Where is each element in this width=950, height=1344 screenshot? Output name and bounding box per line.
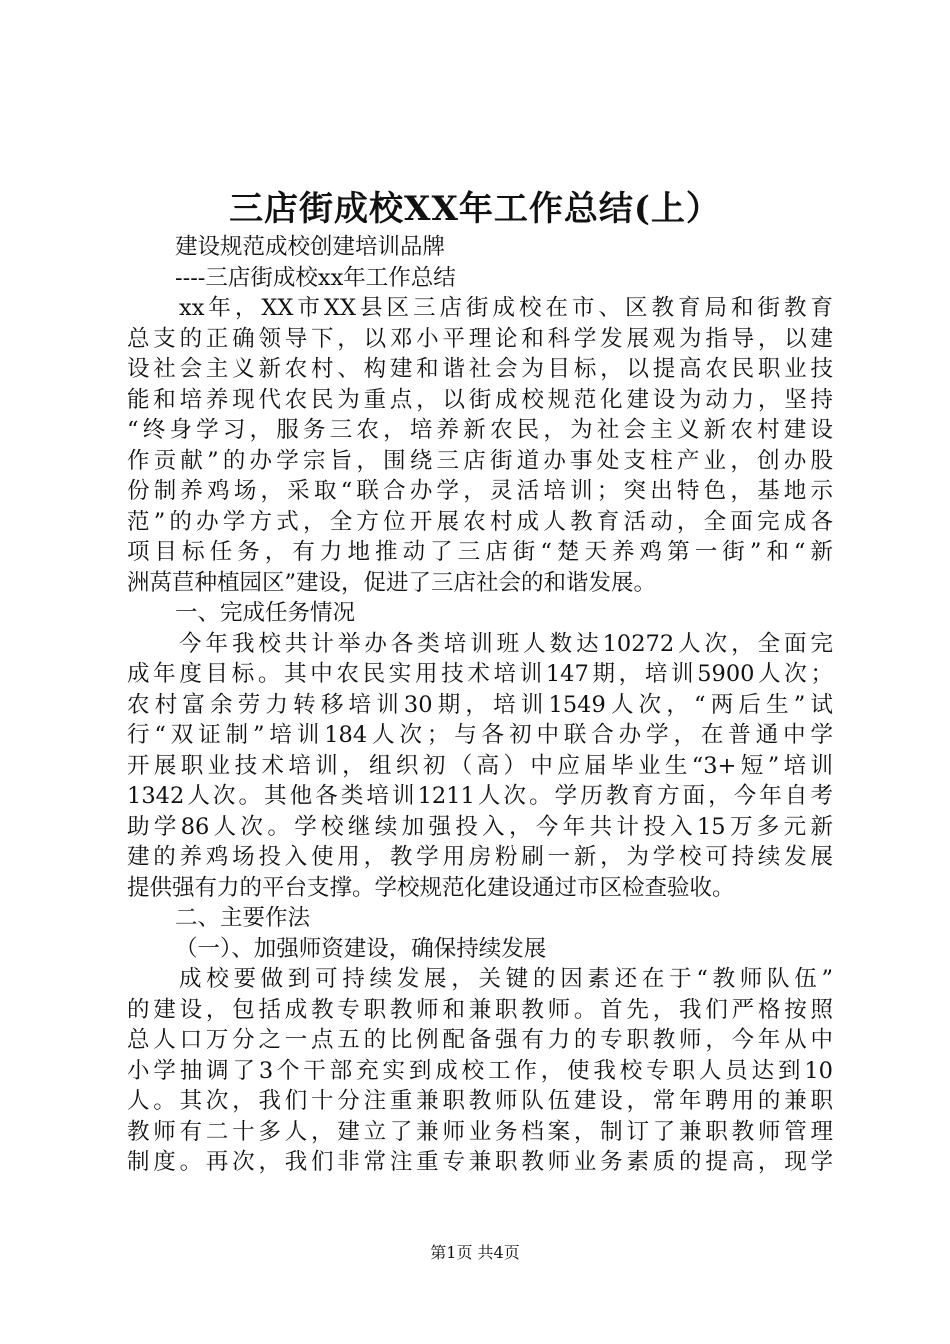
- paragraph-line: 的建设，包括成教专职教师和兼职教师。首先，我们严格按照: [127, 996, 833, 1023]
- paragraph-line: 能和培养现代农民为重点，以街成校规范化建设为动力，坚持: [127, 386, 833, 413]
- paragraph-line: 成年度目标。其中农民实用技术培训147期，培训5900人次；: [127, 661, 833, 687]
- paragraph-line: 总支的正确领导下，以邓小平理论和科学发展观为指导，以建: [127, 325, 833, 352]
- paragraph-line: 成校要做到可持续发展，关键的因素还在于“教师队伍”: [179, 966, 833, 992]
- section-heading: 一、完成任务情况: [175, 600, 356, 626]
- paragraph-line: 制度。再次，我们非常注重专兼职教师业务素质的提高，现学: [127, 1149, 833, 1175]
- paragraph-line: “终身学习，服务三农，培养新农民，为社会主义新农村建设: [127, 417, 833, 443]
- paragraph-line: 行“双证制”培训184人次；与各初中联合办学，在普通中学: [127, 722, 833, 748]
- paragraph-line: 总人口万分之一点五的比例配备强有力的专职教师，今年从中: [127, 1027, 833, 1053]
- paragraph-line: 1342人次。其他各类培训1211人次。学历教育方面，今年自考: [127, 783, 833, 809]
- paragraph-line: 范”的办学方式，全方位开展农村成人教育活动，全面完成各: [127, 508, 833, 535]
- paragraph-line: 作贡献”的办学宗旨，围绕三店街道办事处支柱产业，创办股: [127, 447, 833, 474]
- paragraph-line: 份制养鸡场，采取“联合办学，灵活培训；突出特色，基地示: [127, 478, 833, 504]
- paragraph-line: 助学86人次。学校继续加强投入，今年共计投入15万多元新: [127, 813, 833, 840]
- paragraph-line: 设社会主义新农村、构建和谐社会为目标，以提高农民职业技: [127, 356, 833, 382]
- subsection-heading: （一）、加强师资建设，确保持续发展: [175, 935, 547, 962]
- paragraph-line: 提供强有力的平台支撑。学校规范化建设通过市区检查验收。: [127, 874, 735, 901]
- paragraph-line: 小学抽调了3个干部充实到成校工作，使我校专职人员达到10: [127, 1057, 833, 1084]
- section-heading: 二、主要作法: [175, 905, 311, 931]
- page-footer: 第1页 共4页: [430, 1243, 520, 1262]
- paragraph-line: 项目标任务，有力地推动了三店街“楚天养鸡第一街”和“新: [127, 539, 833, 565]
- document-body: [127, 232, 833, 1178]
- subtitle-line: ----三店街成校xx年工作总结: [175, 264, 456, 291]
- paragraph-line: 人。其次，我们十分注重兼职教师队伍建设，常年聘用的兼职: [127, 1088, 833, 1114]
- paragraph-line: 教师有二十多人，建立了兼师业务档案，制订了兼职教师管理: [127, 1118, 833, 1145]
- paragraph-line: xx年，XX市XX县区三店街成校在市、区教育局和街教育: [179, 295, 833, 321]
- paragraph-line: 开展职业技术培训，组织初（高）中应届毕业生“3+短”培训: [127, 752, 833, 779]
- subtitle-line: 建设规范成校创建培训品牌: [175, 234, 446, 260]
- paragraph-line: 建的养鸡场投入使用，教学用房粉刷一新，为学校可持续发展: [127, 844, 833, 870]
- paragraph-line: 农村富余劳力转移培训30期，培训1549人次，“两后生”试: [127, 691, 833, 718]
- document-title: 三店街成校XX年工作总结(上）: [229, 189, 721, 229]
- paragraph-line: 洲莴苣种植园区”建设，促进了三店社会的和谐发展。: [127, 569, 657, 596]
- paragraph-line: 今年我校共计举办各类培训班人数达10272人次，全面完: [179, 630, 833, 657]
